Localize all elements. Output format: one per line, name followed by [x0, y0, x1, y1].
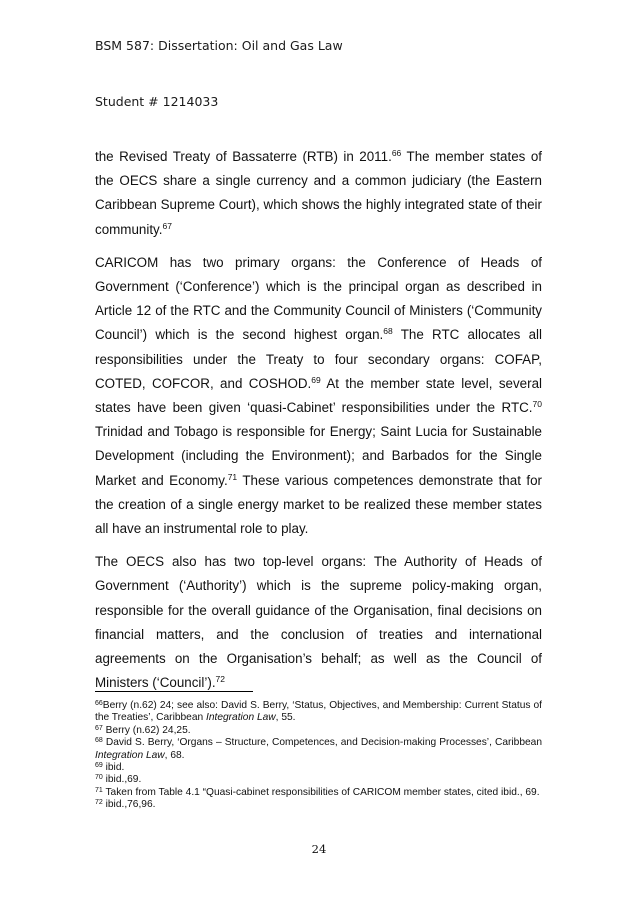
footnote-reference: 69 [311, 374, 321, 385]
running-header-title: BSM 587: Dissertation: Oil and Gas Law [95, 38, 343, 53]
text-run: CARICOM has two primary organs: the Conference of Heads of Government (‘Conference’) which is the principal organ as described in Article 12 of the RTC and the Community Council of Ministers (‘Community Council’) which is the second highest organ. [95, 254, 542, 343]
body-paragraph [95, 145, 542, 242]
footnote [95, 774, 542, 786]
footnote [95, 725, 542, 737]
footnote [95, 799, 542, 811]
page-number: 24 [311, 842, 327, 856]
text-run: The member states of the OECS share a single currency and a common judiciary (the Eastern Caribbean Supreme Court), which shows the highly integrated state of their community. [95, 149, 542, 237]
italic-title: Integration Law [206, 712, 276, 724]
footnote-reference: 66 [391, 148, 402, 158]
text-run: Berry (n.62) 24,25. [102, 724, 191, 736]
footnote [95, 737, 542, 762]
footnote-number: 72 [95, 799, 103, 807]
footnote [95, 700, 542, 725]
text-run: David S. Berry, ‘Organs – Structure, Competences, and Decision-making Processes’, Caribbean [102, 737, 542, 749]
footnote-number: 69 [95, 762, 103, 770]
footnote [95, 787, 542, 799]
footnote-number: 66 [95, 700, 103, 707]
body-paragraph [95, 251, 542, 541]
text-run: Taken from Table 4.1 “Quasi-cabinet responsibilities of CARICOM member states, cited ibid., 69. [102, 786, 540, 798]
footnote-number: 70 [95, 774, 103, 782]
footnote-separator [95, 691, 253, 692]
footnote-number: 68 [95, 737, 103, 745]
text-run: , 68. [164, 749, 185, 761]
text-run: These various competences demonstrate that for the creation of a single energy market to be realized these member states all have an instrumental role to play. [95, 472, 542, 537]
text-run: , 55. [275, 712, 296, 724]
text-run: the Revised Treaty of Bassaterre (RTB) in 2011. [95, 149, 392, 164]
footnote-number: 67 [95, 724, 103, 732]
footnote-number: 71 [95, 786, 103, 794]
body-text [95, 145, 542, 704]
running-header-student-number: Student # 1214033 [95, 94, 219, 109]
text-run: At the member state level, several states have been given ‘quasi-Cabinet’ responsibilities under the RTC. [95, 375, 543, 416]
footnotes [95, 700, 542, 812]
footnote-reference: 68 [383, 326, 393, 337]
footnote-reference: 67 [162, 220, 172, 231]
footnote-reference: 71 [227, 471, 238, 482]
italic-title: Integration Law [95, 749, 165, 761]
text-run: The RTC allocates all responsibilities under the Treaty to four secondary organs: COFAP, COTED, COFCOR, and COSHOD. [95, 327, 542, 391]
text-run: ibid.,76,96. [102, 799, 156, 811]
footnote-reference: 72 [215, 674, 226, 685]
text-run: ibid.,69. [102, 774, 142, 786]
text-run: The OECS also has two top-level organs: The Authority of Heads of Government (‘Authority’) which is the supreme policy-making organ, responsible for the overall guidance of the Organisation, final decisions on financial matters, and the conclusion of treaties and international agreements on the Organisation’s behalf; as well as the Council of Ministers (‘Council’). [95, 554, 542, 691]
text-run: Trinidad and Tobago is responsible for Energy; Saint Lucia for Sustainable Development (including the Environment); and Barbados for the Single Market and Economy. [95, 424, 542, 488]
text-run: ibid. [102, 762, 125, 774]
footnote-reference: 70 [532, 399, 542, 410]
footnote [95, 762, 542, 774]
text-run: Berry (n.62) 24; see also: David S. Berry, ‘Status, Objectives, and Membership: Current Status of the Treaties’, Caribbean [95, 700, 542, 724]
body-paragraph [95, 550, 542, 695]
